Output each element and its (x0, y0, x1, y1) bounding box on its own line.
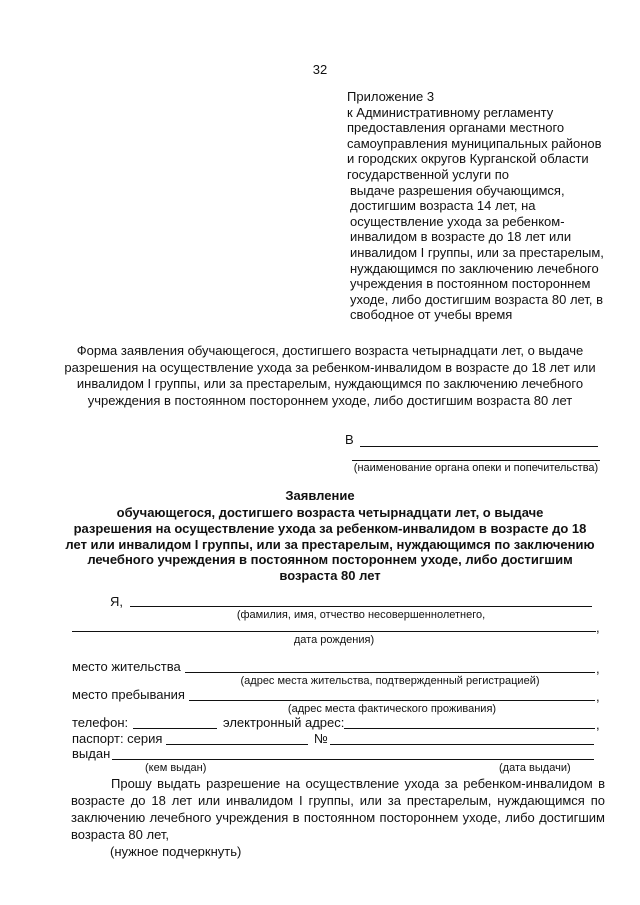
appendix-line: к Административному регламенту (347, 104, 554, 120)
form-title-line: инвалидом I группы, или за престарелым, нуждающимся по заключению лечебного (76, 376, 584, 391)
birth-date-field[interactable] (72, 631, 596, 632)
comma: , (596, 689, 600, 704)
appendix-line: достигшим возраста 14 лет, на (350, 198, 536, 214)
form-title-line: учреждения в постоянном постороннем уходе, либо достигшим возраста 80 лет (87, 392, 573, 408)
residence-caption: (адрес места жительства, подтвержденный регистрацией) (240, 675, 540, 687)
appendix-line: и городских округов Курганской области (347, 151, 589, 167)
form-title-line: разрешения на осуществление ухода за ребенком-инвалидом в возрасте до 18 лет или (64, 359, 596, 375)
birth-caption: дата рождения) (293, 634, 375, 646)
request-line: Прошу выдать разрешение на осуществление ухода за ребенком-инвалидом в (111, 776, 605, 791)
passport-series-field[interactable] (166, 744, 308, 745)
appendix-line: свободное от учебы время (350, 307, 513, 323)
comma: , (596, 717, 600, 732)
appendix-line: Приложение 3 (347, 89, 435, 104)
issue-date-caption: (дата выдачи) (499, 762, 571, 774)
passport-label: паспорт: серия (72, 731, 163, 746)
phone-field[interactable] (133, 728, 217, 729)
fio-caption: (фамилия, имя, отчество несовершеннолетнего, (236, 609, 486, 621)
appendix-line: государственной услуги по (347, 166, 510, 182)
addressee-field[interactable] (360, 446, 598, 447)
stay-caption: (адрес места фактического проживания) (287, 703, 497, 715)
form-title (50, 343, 610, 409)
addressee-prefix: В (345, 432, 354, 447)
comma: , (596, 661, 600, 676)
appendix-line: нуждающимся по заключению лечебного (350, 260, 599, 276)
statement-heading: Заявление (285, 488, 355, 503)
appendix-line: учреждения в постоянном постороннем (350, 276, 591, 292)
appendix-line: осуществление ухода за ребенком- (350, 213, 565, 229)
form-title-line: Форма заявления обучающегося, достигшего возраста четырнадцати лет, о выдаче (76, 343, 584, 358)
statement-title-line: разрешения на осуществление ухода за ребенком-инвалидом в возрасте до 18 (73, 520, 587, 536)
fio-field[interactable] (130, 606, 592, 607)
email-field[interactable] (344, 728, 595, 729)
statement-title-line: возраста 80 лет (279, 568, 381, 584)
comma: , (596, 620, 600, 635)
appendix-line: самоуправления муниципальных районов (347, 135, 602, 151)
statement-title-line: обучающегося, достигшего возраста четырнадцати лет, о выдаче (116, 505, 544, 520)
appendix-line: выдаче разрешения обучающимся, (350, 182, 565, 198)
i-label: Я, (110, 594, 123, 609)
appendix-line: уходе, либо достигшим возраста 80 лет, в (350, 291, 603, 307)
request-last-line: возраста 80 лет, (71, 827, 169, 842)
request-note: (нужное подчеркнуть) (110, 844, 242, 859)
addressee-field-line2[interactable] (352, 460, 600, 461)
residence-field[interactable] (185, 672, 595, 673)
statement-title-line: лечебного учреждения в постоянном постороннем уходе, либо достигшим (87, 552, 573, 568)
stay-label: место пребывания (72, 687, 185, 702)
number-label: № (314, 731, 328, 746)
issued-by-caption: (кем выдан) (145, 762, 207, 774)
residence-label: место жительства (72, 659, 181, 674)
email-label: электронный адрес: (223, 715, 345, 730)
statement-title (50, 505, 610, 584)
page-number: 32 (312, 62, 328, 77)
addressee-caption: (наименование органа опеки и попечительства) (353, 462, 599, 474)
appendix-line: инвалидом в возрасте до 18 лет или (350, 229, 572, 245)
passport-number-field[interactable] (330, 744, 594, 745)
issued-label: выдан (72, 746, 111, 761)
phone-label: телефон: (72, 715, 129, 730)
appendix-block (347, 89, 604, 323)
stay-field[interactable] (189, 700, 595, 701)
statement-title-line: лет или инвалидом I группы, или за престарелым, нуждающимся по заключению (65, 536, 595, 552)
issued-by-field[interactable] (112, 759, 594, 760)
request-line: возрасте до 18 лет или инвалидом I группы, или за престарелым, нуждающимся по (71, 793, 605, 808)
appendix-line: инвалидом I группы, или за престарелым, (350, 244, 604, 260)
appendix-line: предоставления органами местного (347, 120, 565, 136)
request-line: заключению лечебного учреждения в постоянном постороннем уходе, либо достигшим (71, 810, 605, 825)
